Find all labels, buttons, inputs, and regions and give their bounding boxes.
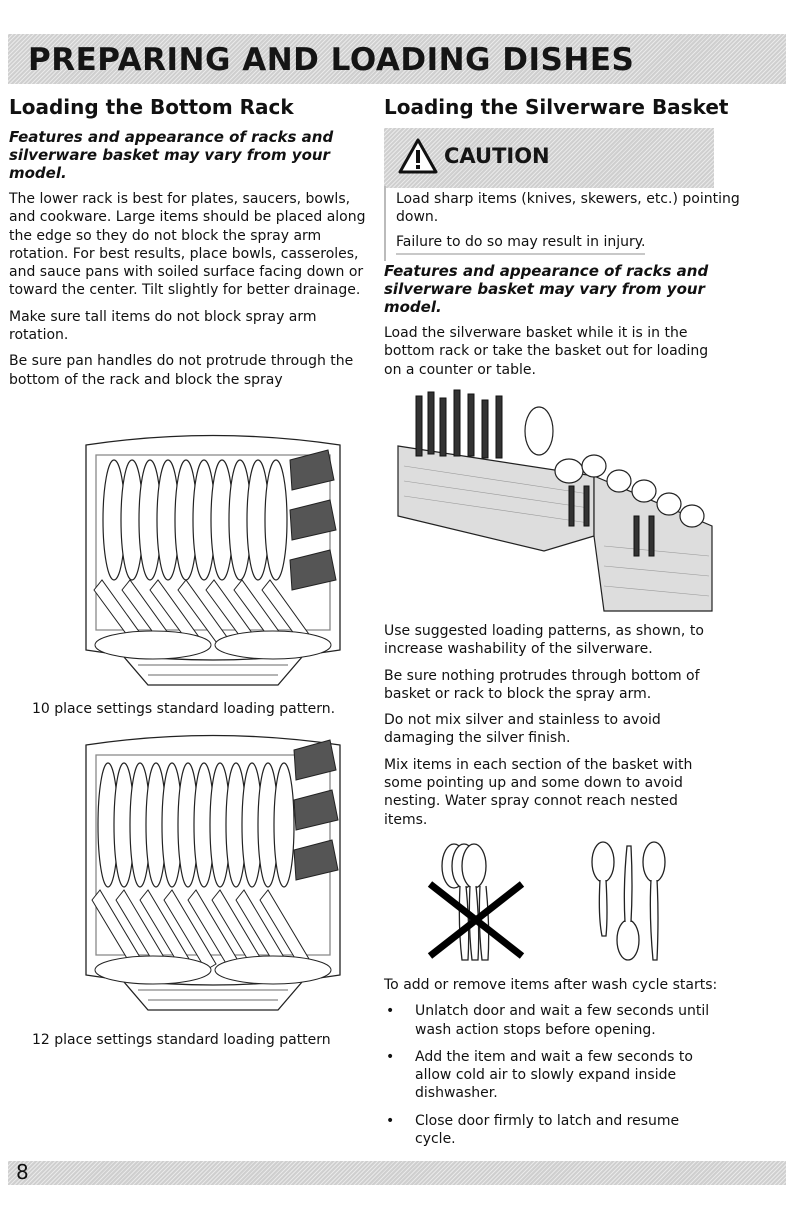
caution-header <box>384 128 714 188</box>
silverware-para: Use suggested loading patterns, as shown, to increase washability of the silverware. <box>384 623 704 658</box>
add-remove-list <box>384 1002 719 1148</box>
silverware-basket-illustration <box>394 386 716 618</box>
page-footer <box>8 1161 786 1185</box>
list-item: • Close door firmly to latch and resume cycle. <box>384 1112 719 1149</box>
silverware-intro: Features and appearance of racks and silverware basket may vary from your model. <box>384 262 709 316</box>
caution-body <box>384 186 764 261</box>
caution-box <box>384 128 766 258</box>
silverware-intro-text <box>384 262 719 387</box>
list-item: • Add the item and wait a few seconds to allow cold air to slowly expand inside dishwasher. <box>384 1048 719 1103</box>
caution-label: CAUTION <box>444 144 550 168</box>
warning-triangle-icon <box>398 138 438 174</box>
silverware-para: Be sure nothing protrudes through bottom of basket or rack to block the spray arm. <box>384 667 700 702</box>
bottom-rack-para: The lower rack is best for plates, saucers, bowls, and cookware. Large items should be placed along the edge so they do not block the spray arm rotation. For best results, place bowls, casseroles, and sauce pans with soiled surface facing down or toward the center. Tilt slightly for better drainage. <box>9 191 366 299</box>
add-remove-intro: To add or remove items after wash cycle starts: <box>384 977 718 993</box>
section-banner <box>8 34 786 84</box>
bottom-rack-intro: Features and appearance of racks and silverware basket may vary from your model. <box>9 128 334 182</box>
figure-caption: 10 place settings standard loading pattern. <box>32 701 336 717</box>
silverware-para: Mix items in each section of the basket with some pointing up and some down to avoid nesting. Water spray connot reach nested items. <box>384 756 693 828</box>
silverware-para: Do not mix silver and stainless to avoid damaging the silver finish. <box>384 712 661 747</box>
rack-10-place-illustration <box>78 430 348 690</box>
caution-text: Load sharp items (knives, skewers, etc.) pointing down. <box>396 191 740 226</box>
figure-caption: 12 place settings standard loading pattern <box>32 1032 331 1048</box>
silverware-basket-heading: Loading the Silverware Basket <box>384 95 729 119</box>
add-remove-section <box>384 976 719 1157</box>
bottom-rack-para: Be sure pan handles do not protrude through the bottom of the rack and block the spray <box>9 353 354 388</box>
spoons-nesting-illustration <box>418 836 678 966</box>
bottom-rack-heading: Loading the Bottom Rack <box>9 95 294 119</box>
page-title: PREPARING AND LOADING DISHES <box>28 42 635 78</box>
rack-12-place-illustration <box>78 730 348 1015</box>
silverware-para: Load the silverware basket while it is in the bottom rack or take the basket out for loading on a counter or table. <box>384 325 709 378</box>
caution-text: Failure to do so may result in injury. <box>396 233 645 255</box>
list-item: • Unlatch door and wait a few seconds until wash action stops before opening. <box>384 1002 719 1039</box>
page-number: 8 <box>16 1160 29 1184</box>
bottom-rack-text <box>9 128 367 397</box>
silverware-tips <box>384 622 719 837</box>
bottom-rack-para: Make sure tall items do not block spray arm rotation. <box>9 308 317 344</box>
